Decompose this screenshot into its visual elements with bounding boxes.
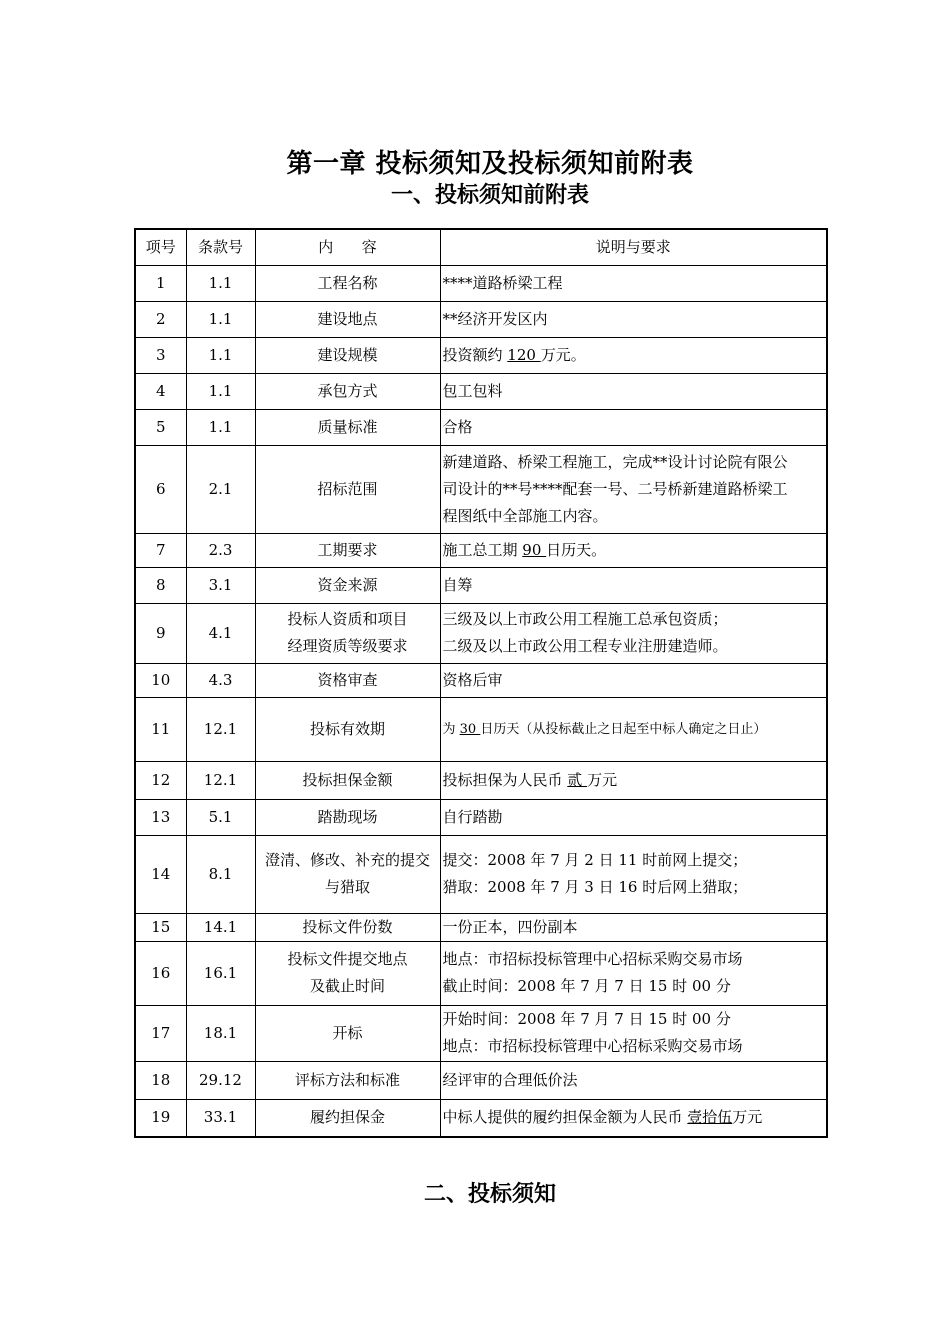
row-item: 投标有效期 bbox=[255, 697, 440, 761]
table-row bbox=[135, 533, 827, 567]
row-no: 13 bbox=[135, 799, 186, 835]
row-item bbox=[255, 941, 440, 1005]
row-no: 15 bbox=[135, 913, 186, 941]
header-content: 内 容 bbox=[255, 229, 440, 265]
row-clause: 29.12 bbox=[186, 1061, 255, 1099]
row-no: 10 bbox=[135, 663, 186, 697]
row-no: 16 bbox=[135, 941, 186, 1005]
header-description: 说明与要求 bbox=[440, 229, 827, 265]
header-clause-no: 条款号 bbox=[186, 229, 255, 265]
desc-line: 猎取：2008 年 7 月 3 日 16 时后网上猎取； bbox=[442, 878, 748, 896]
table-row bbox=[135, 567, 827, 603]
table-row bbox=[135, 799, 827, 835]
table-row bbox=[135, 835, 827, 913]
table-row bbox=[135, 409, 827, 445]
row-item: 质量标准 bbox=[255, 409, 440, 445]
row-clause: 1.1 bbox=[186, 301, 255, 337]
item-line: 及截止时间 bbox=[309, 977, 385, 995]
desc-text: 中标人提供的履约担保金额为人民币 bbox=[442, 1108, 688, 1127]
row-no: 7 bbox=[135, 533, 186, 567]
table-row bbox=[135, 1099, 827, 1137]
table-row bbox=[135, 337, 827, 373]
row-item bbox=[255, 603, 440, 663]
table-row bbox=[135, 373, 827, 409]
desc-underlined-value: 120 bbox=[507, 345, 541, 364]
table-row bbox=[135, 697, 827, 761]
row-item: 开标 bbox=[255, 1005, 440, 1061]
row-no: 4 bbox=[135, 373, 186, 409]
row-clause: 8.1 bbox=[186, 835, 255, 913]
table-row bbox=[135, 1061, 827, 1099]
desc-text: 投标担保为人民币 bbox=[442, 770, 568, 789]
row-no: 1 bbox=[135, 265, 186, 301]
row-clause: 12.1 bbox=[186, 761, 255, 799]
row-description: 一份正本，四份副本 bbox=[440, 913, 827, 941]
table-row bbox=[135, 761, 827, 799]
chapter-title: 第一章 投标须知及投标须知前附表 bbox=[286, 149, 694, 179]
row-item: 建设地点 bbox=[255, 301, 440, 337]
row-item: 评标方法和标准 bbox=[255, 1061, 440, 1099]
row-clause: 1.1 bbox=[186, 373, 255, 409]
item-line: 投标人资质和项目 bbox=[287, 610, 408, 628]
row-description: **经济开发区内 bbox=[440, 301, 827, 337]
row-no: 6 bbox=[135, 445, 186, 533]
row-item: 工期要求 bbox=[255, 533, 440, 567]
row-item: 投标担保金额 bbox=[255, 761, 440, 799]
row-no: 5 bbox=[135, 409, 186, 445]
row-clause: 18.1 bbox=[186, 1005, 255, 1061]
desc-line: 地点：市招标投标管理中心招标采购交易市场 bbox=[442, 950, 743, 968]
desc-line: 开始时间：2008 年 7 月 7 日 15 时 00 分 bbox=[442, 1010, 731, 1028]
row-item: 资金来源 bbox=[255, 567, 440, 603]
desc-text: 施工总工期 bbox=[442, 540, 523, 559]
desc-underlined-value: 壹拾伍 bbox=[687, 1108, 733, 1127]
row-no: 19 bbox=[135, 1099, 186, 1137]
row-no: 17 bbox=[135, 1005, 186, 1061]
desc-line: 程图纸中全部施工内容。 bbox=[442, 506, 608, 525]
table-row bbox=[135, 663, 827, 697]
row-clause: 33.1 bbox=[186, 1099, 255, 1137]
desc-underlined-value: 90 bbox=[522, 540, 547, 559]
row-clause: 1.1 bbox=[186, 265, 255, 301]
desc-line: 提交：2008 年 7 月 2 日 11 时前网上提交； bbox=[442, 851, 748, 869]
table-header-row bbox=[135, 229, 827, 265]
row-description: 经评审的合理低价法 bbox=[440, 1061, 827, 1099]
row-description: 自行踏勘 bbox=[440, 799, 827, 835]
row-description: 包工包料 bbox=[440, 373, 827, 409]
row-description: 资格后审 bbox=[440, 663, 827, 697]
row-clause: 1.1 bbox=[186, 337, 255, 373]
row-description bbox=[440, 533, 827, 567]
item-line: 经理资质等级要求 bbox=[287, 637, 408, 655]
item-line: 投标文件提交地点 bbox=[287, 950, 408, 968]
table-row bbox=[135, 941, 827, 1005]
row-clause: 5.1 bbox=[186, 799, 255, 835]
row-item: 招标范围 bbox=[255, 445, 440, 533]
row-clause: 4.1 bbox=[186, 603, 255, 663]
desc-line: 地点：市招标投标管理中心招标采购交易市场 bbox=[442, 1037, 743, 1055]
row-description bbox=[440, 697, 827, 761]
row-description: 合格 bbox=[440, 409, 827, 445]
row-no: 9 bbox=[135, 603, 186, 663]
desc-line: 三级及以上市政公用工程施工总承包资质； bbox=[442, 610, 728, 628]
item-line: 与猎取 bbox=[324, 878, 370, 896]
section-title-bid-notice: 二、投标须知 bbox=[423, 1182, 556, 1207]
row-item: 履约担保金 bbox=[255, 1099, 440, 1137]
desc-underlined-value: 30 bbox=[459, 721, 481, 737]
desc-text: 日历天（从投标截止之日起至中标人确定之日止） bbox=[480, 721, 767, 737]
row-item: 建设规模 bbox=[255, 337, 440, 373]
row-item: 承包方式 bbox=[255, 373, 440, 409]
row-clause: 16.1 bbox=[186, 941, 255, 1005]
row-description: ****道路桥梁工程 bbox=[440, 265, 827, 301]
section-title-preface-table: 一、投标须知前附表 bbox=[390, 183, 589, 208]
table-row bbox=[135, 445, 827, 533]
row-description: 自筹 bbox=[440, 567, 827, 603]
row-description bbox=[440, 835, 827, 913]
row-item: 工程名称 bbox=[255, 265, 440, 301]
row-clause: 14.1 bbox=[186, 913, 255, 941]
row-item: 投标文件份数 bbox=[255, 913, 440, 941]
row-description bbox=[440, 1099, 827, 1137]
row-no: 14 bbox=[135, 835, 186, 913]
row-clause: 2.3 bbox=[186, 533, 255, 567]
row-item: 资格审查 bbox=[255, 663, 440, 697]
desc-text: 万元 bbox=[587, 770, 618, 789]
row-clause: 4.3 bbox=[186, 663, 255, 697]
table-row bbox=[135, 301, 827, 337]
desc-text: 为 bbox=[442, 721, 460, 737]
row-description bbox=[440, 761, 827, 799]
row-item bbox=[255, 835, 440, 913]
row-item: 踏勘现场 bbox=[255, 799, 440, 835]
row-description bbox=[440, 337, 827, 373]
row-no: 12 bbox=[135, 761, 186, 799]
row-description bbox=[440, 1005, 827, 1061]
desc-text: 投资额约 bbox=[442, 345, 508, 364]
desc-underlined-value: 贰 bbox=[567, 770, 588, 789]
row-description bbox=[440, 445, 827, 533]
item-line: 澄清、修改、补充的提交 bbox=[264, 851, 430, 869]
row-description bbox=[440, 603, 827, 663]
desc-line: 二级及以上市政公用工程专业注册建造师。 bbox=[442, 637, 728, 655]
desc-text: 日历天。 bbox=[546, 540, 607, 559]
row-no: 8 bbox=[135, 567, 186, 603]
table-row bbox=[135, 265, 827, 301]
row-no: 2 bbox=[135, 301, 186, 337]
row-clause: 1.1 bbox=[186, 409, 255, 445]
table-row bbox=[135, 603, 827, 663]
row-no: 11 bbox=[135, 697, 186, 761]
desc-text: 万元 bbox=[732, 1108, 763, 1127]
row-description bbox=[440, 941, 827, 1005]
row-no: 18 bbox=[135, 1061, 186, 1099]
row-clause: 12.1 bbox=[186, 697, 255, 761]
table-row bbox=[135, 913, 827, 941]
row-clause: 3.1 bbox=[186, 567, 255, 603]
header-item-no: 项号 bbox=[135, 229, 186, 265]
table-row bbox=[135, 1005, 827, 1061]
desc-line: 新建道路、桥梁工程施工，完成**设计讨论院有限公 bbox=[442, 452, 788, 471]
desc-text: 万元。 bbox=[540, 345, 586, 364]
desc-line: 司设计的**号****配套一号、二号桥新建道路桥梁工 bbox=[442, 479, 788, 498]
row-no: 3 bbox=[135, 337, 186, 373]
row-clause: 2.1 bbox=[186, 445, 255, 533]
bid-notice-preface-table bbox=[134, 228, 828, 1138]
desc-line: 截止时间：2008 年 7 月 7 日 15 时 00 分 bbox=[442, 977, 731, 995]
